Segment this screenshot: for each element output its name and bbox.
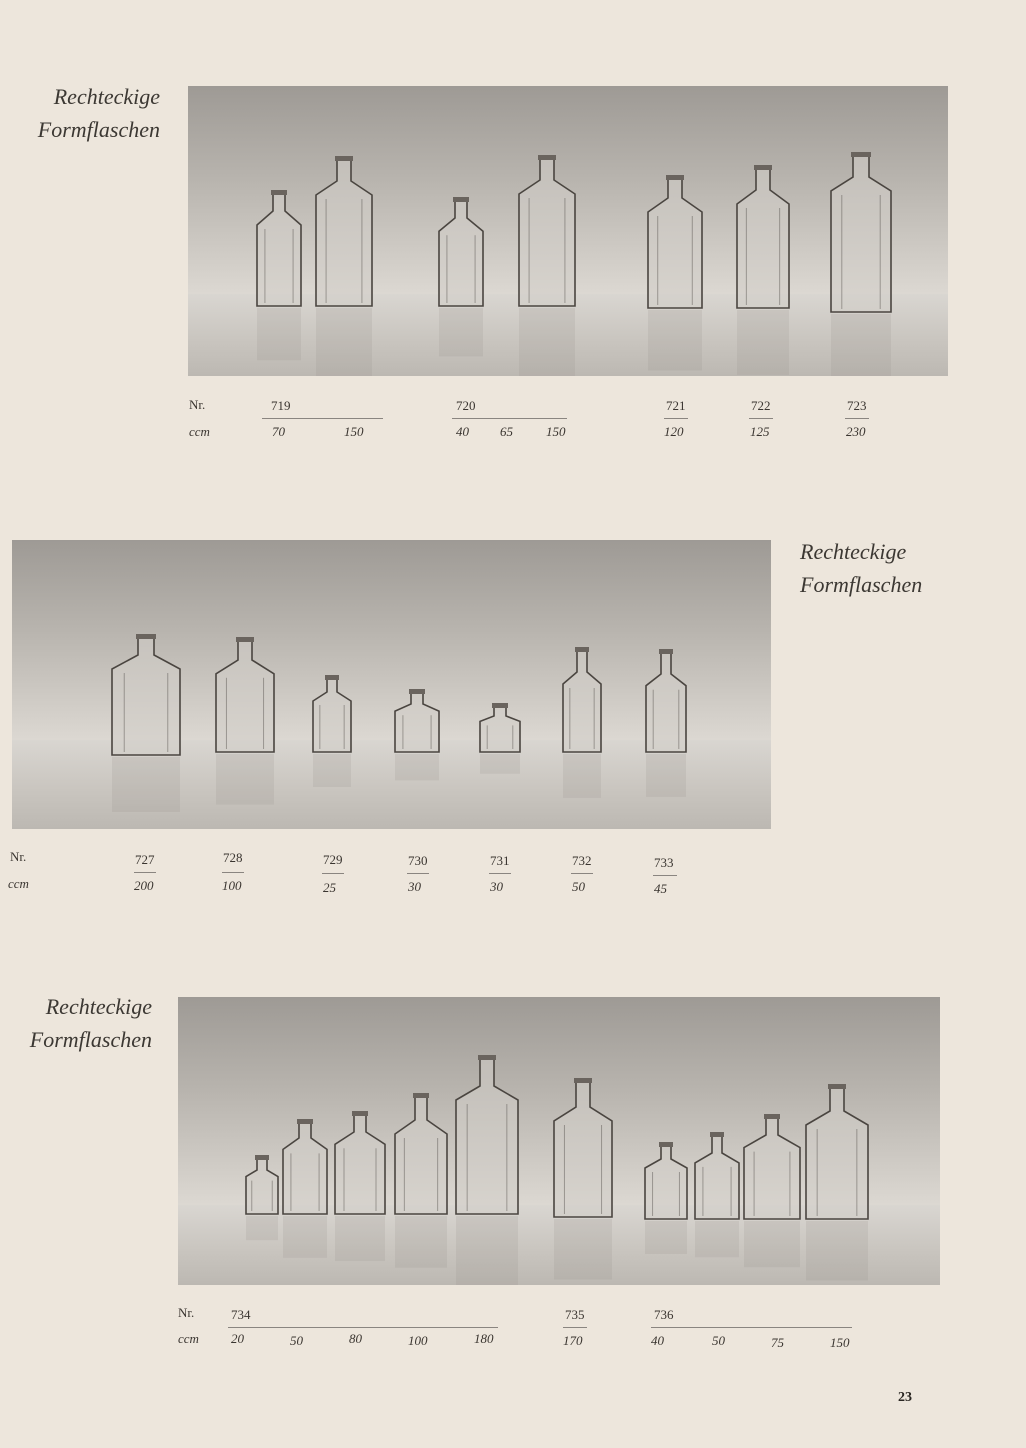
section-1-heading [14,80,160,146]
volume-value: 170 [563,1333,583,1348]
nr-label: Nr. [10,849,27,864]
bottles-illustration [188,86,948,376]
bottle-image [737,165,789,375]
bottle-image [316,156,372,376]
group-rule [489,873,511,874]
item-number: 719 [271,398,291,413]
bottle-image [283,1119,327,1258]
volume-value: 30 [490,879,503,894]
group-rule [651,1327,852,1328]
volume-value: 70 [272,424,285,439]
section-3-heading [10,990,152,1056]
bottle-image [313,675,351,787]
volume-value: 80 [349,1331,362,1346]
item-number: 736 [654,1307,674,1322]
item-number: 721 [666,398,686,413]
heading-line-1: Rechteckige [45,994,152,1019]
heading-line-1: Rechteckige [53,84,160,109]
bottle-image [112,634,180,812]
heading-line-1: Rechteckige [800,539,907,564]
group-rule [563,1327,587,1328]
ccm-label: ccm [8,876,29,891]
page-number: 23 [898,1390,912,1405]
bottle-image [554,1078,612,1280]
bottle-photo-3 [178,997,940,1285]
group-rule [322,873,344,874]
volume-value: 65 [500,424,513,439]
volume-value: 100 [222,878,242,893]
bottle-photo-1 [188,86,948,376]
volume-value: 25 [323,880,336,895]
bottle-image [335,1111,385,1261]
section-2-heading [800,535,1000,601]
volume-value: 30 [408,879,421,894]
item-number: 735 [565,1307,585,1322]
group-rule [452,418,567,419]
bottle-photo-2 [12,540,771,829]
bottle-image [648,175,702,371]
nr-label: Nr. [189,397,206,412]
ccm-label: ccm [189,424,210,439]
group-rule [653,875,677,876]
group-rule [134,872,156,873]
group-rule [664,418,688,419]
bottles-illustration [12,540,771,829]
volume-value: 180 [474,1331,494,1346]
bottle-image [246,1155,278,1240]
volume-value: 50 [572,879,585,894]
volume-value: 75 [771,1335,784,1350]
bottle-image [563,647,601,798]
item-number: 733 [654,855,674,870]
volume-value: 150 [546,424,566,439]
volume-value: 40 [456,424,469,439]
heading-line-2: Formflaschen [37,117,160,142]
item-number: 732 [572,853,592,868]
volume-value: 50 [712,1333,725,1348]
bottle-image [257,190,301,360]
bottle-image [646,649,686,797]
item-number: 728 [223,850,243,865]
ccm-label: ccm [178,1331,199,1346]
volume-value: 230 [846,424,866,439]
item-number: 722 [751,398,771,413]
heading-line-2: Formflaschen [800,572,923,597]
group-rule [262,418,383,419]
bottle-image [806,1084,868,1280]
item-number: 734 [231,1307,251,1322]
volume-value: 125 [750,424,770,439]
item-number: 729 [323,852,343,867]
volume-value: 150 [344,424,364,439]
item-number: 723 [847,398,867,413]
item-number: 720 [456,398,476,413]
nr-label: Nr. [178,1305,195,1320]
group-rule [845,418,869,419]
group-rule [407,873,429,874]
volume-value: 20 [231,1331,244,1346]
item-number: 731 [490,853,510,868]
bottle-image [645,1142,687,1254]
bottle-image [395,1093,447,1268]
volume-value: 200 [134,878,154,893]
group-rule [222,872,244,873]
group-rule [228,1327,498,1328]
volume-value: 150 [830,1335,850,1350]
bottle-image [456,1055,518,1285]
volume-value: 40 [651,1333,664,1348]
bottle-image [480,703,520,774]
bottle-image [519,155,575,376]
bottle-image [395,689,439,780]
bottle-image [216,637,274,805]
bottle-image [695,1132,739,1257]
bottle-image [831,152,891,376]
volume-value: 120 [664,424,684,439]
bottles-illustration [178,997,940,1285]
item-number: 727 [135,852,155,867]
volume-value: 45 [654,881,667,896]
volume-value: 100 [408,1333,428,1348]
group-rule [749,418,773,419]
bottle-image [439,197,483,356]
volume-value: 50 [290,1333,303,1348]
heading-line-2: Formflaschen [29,1027,152,1052]
group-rule [571,873,593,874]
bottle-image [744,1114,800,1267]
item-number: 730 [408,853,428,868]
